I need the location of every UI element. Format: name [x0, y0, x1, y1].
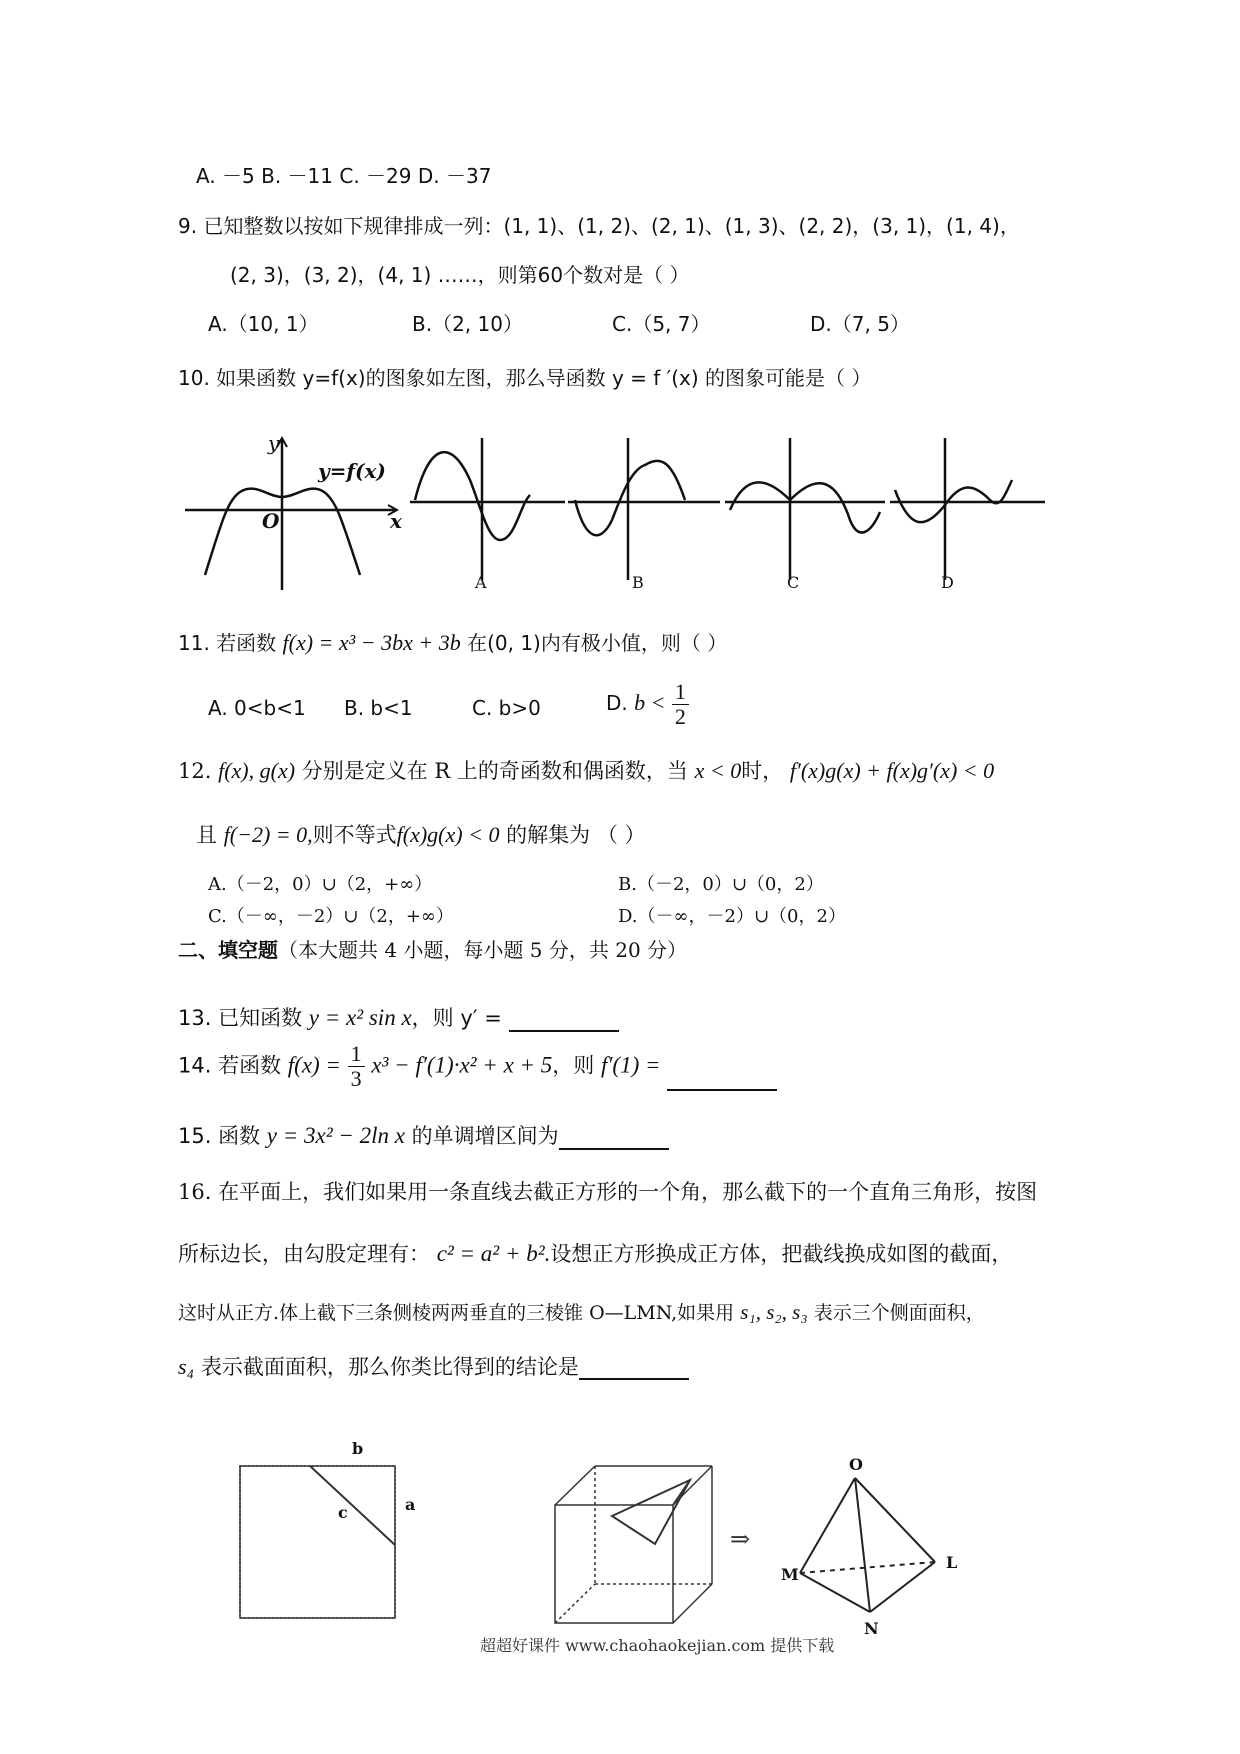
edge-ln [870, 1562, 935, 1612]
q9-option-d: D.（7, 5） [810, 312, 910, 336]
square-cut-line [310, 1466, 395, 1545]
q12-line2-mid: 则不等式 [312, 823, 397, 847]
q12-option-d: D.（－∞，－2）∪（0，2） [618, 906, 846, 927]
q12-line2-suffix: 的解集为 （ ） [506, 823, 646, 847]
fx-x-label: x [390, 509, 402, 533]
label-b: b [352, 1439, 364, 1458]
q16-line4-text: 表示截面面积，那么你类比得到的结论是 [200, 1355, 579, 1379]
q12-option-a: A.（－2，0）∪（2，+∞） [208, 874, 433, 895]
fx-curve-label: y=f(x) [318, 459, 386, 483]
q15-suffix: 的单调增区间为 [411, 1124, 559, 1148]
q14-lhs: f(x) = [287, 1052, 341, 1078]
q12-mid: 分别是定义在 R 上的奇函数和偶函数，当 [301, 759, 688, 783]
label-c: c [338, 1503, 348, 1522]
q11-option-b: B. b<1 [344, 696, 413, 720]
graph-d-label: D [941, 573, 954, 592]
q12-line2-cond: f(−2) = 0, [223, 822, 313, 847]
q16-line2-formula: c² = a² + b². [436, 1241, 551, 1266]
fx-y-label: y [268, 431, 280, 455]
graph-a-label: A [475, 573, 487, 592]
q11-option-a: A. 0<b<1 [208, 696, 306, 720]
q9-stem-line1: 9. 已知整数以按如下规律排成一列：(1, 1)、(1, 2)、(2, 1)、(1, 3)、(2, 2)，(3, 1)，(1, 4)， [178, 214, 1020, 238]
q11-formula: f(x) = x³ − 3bx + 3b [282, 630, 461, 655]
q11-option-d-den: 2 [674, 704, 686, 730]
cube-edge-3 [673, 1584, 712, 1623]
q12-when: 时， [741, 759, 784, 783]
square-outline [240, 1466, 395, 1618]
square-outline-top [240, 1466, 395, 1618]
footer-note: 超超好课件 www.chaohaokejian.com 提供下载 [480, 1636, 835, 1655]
label-l: L [946, 1553, 958, 1572]
edge-ol [855, 1478, 935, 1562]
label-a: a [405, 1495, 416, 1514]
q10-stem: 10. 如果函数 y=f(x)的图象如左图，那么导函数 y = f ′(x) 的图象可能是（ ） [178, 366, 872, 390]
label-o: O [849, 1455, 863, 1474]
q11-option-c: C. b>0 [472, 696, 541, 720]
q14-num: 1 [348, 1042, 365, 1067]
fx-origin-label: O [262, 509, 280, 533]
cube-cut-triangle [612, 1480, 690, 1544]
section2-title: 二、填空题 [178, 938, 278, 962]
q12-prefix: 12. [178, 759, 212, 783]
label-n: N [864, 1619, 879, 1638]
square-figure [240, 1466, 395, 1618]
section2-note: （本大题共 4 小题，每小题 5 分，共 20 分） [278, 938, 688, 962]
q12-funcs: f(x), g(x) [218, 758, 296, 783]
q12-cond: x < 0 [694, 758, 742, 783]
q15-formula: y = 3x² − 2ln x [266, 1123, 405, 1148]
cube-edge-1 [555, 1466, 595, 1505]
q16-line3-prefix: 这时从正方.体上截下三条侧棱两两垂直的三棱锥 O—LMN,如果用 [178, 1302, 735, 1324]
q13-prefix: 13. 已知函数 [178, 1006, 303, 1030]
q11-suffix: 在(0, 1)内有极小值，则（ ） [467, 631, 728, 655]
q14-suffix: ，则 [552, 1053, 595, 1078]
q15-prefix: 15. 函数 [178, 1124, 261, 1148]
q12-option-c: C.（－∞，－2）∪（2，+∞） [208, 906, 454, 927]
tetrahedron-figure [800, 1478, 935, 1612]
q14-den: 3 [350, 1066, 362, 1092]
q16-line3-vars: s₁, s₂, s₃ [740, 1300, 808, 1324]
q14-prefix: 14. 若函数 [178, 1053, 282, 1078]
q11-prefix: 11. 若函数 [178, 631, 277, 655]
label-m: M [781, 1565, 799, 1584]
q13-suffix: ，则 y′ = [411, 1006, 502, 1030]
q9-option-a: A.（10, 1） [208, 312, 319, 336]
edge-mn [800, 1573, 870, 1612]
q16-line3-suffix: 表示三个侧面面积， [813, 1302, 985, 1324]
q16-line4-var: s₄ [178, 1354, 195, 1379]
edge-om [800, 1478, 855, 1573]
q12-ineq: f′(x)g(x) + f(x)g′(x) < 0 [789, 758, 995, 783]
q8-options: A. －5 B. －11 C. －29 D. －37 [196, 164, 492, 188]
q16-line1: 16. 在平面上，我们如果用一条直线去截正方形的一个角，那么截下的一个直角三角形，按图 [178, 1180, 1038, 1204]
q9-option-b: B.（2, 10） [412, 312, 523, 336]
q11-option-d-num: 1 [672, 680, 689, 705]
graph-b-label: B [632, 573, 644, 592]
q13-formula: y = x² sin x [308, 1005, 412, 1030]
q11-option-d-lhs: b < [634, 690, 666, 716]
q12-line2-ineq: f(x)g(x) < 0 [396, 822, 500, 847]
cube-figure [555, 1466, 712, 1623]
q9-option-c: C.（5, 7） [612, 312, 711, 336]
implies-arrow: ⇒ [730, 1525, 751, 1553]
q16-line2-prefix: 所标边长，由勾股定理有： [178, 1242, 430, 1266]
graph-c-label: C [787, 573, 800, 592]
cube-hidden-diagonal [555, 1584, 595, 1623]
edge-ml [800, 1562, 935, 1573]
q9-stem-line2: (2, 3)，(3, 2)，(4, 1) ……，则第60个数对是（ ） [230, 263, 690, 287]
q14-rhs: x³ − f′(1)·x² + x + 5 [371, 1052, 553, 1078]
q12-option-b: B.（－2，0）∪（0，2） [618, 874, 824, 895]
q14-ask: f′(1) = [600, 1052, 661, 1078]
q11-option-d-prefix: D. [606, 691, 628, 716]
edge-on [855, 1478, 870, 1612]
q12-line2-prefix: 且 [196, 823, 217, 847]
q16-line2-suffix: 设想正方形换成正方体，把截线换成如图的截面， [550, 1242, 1013, 1266]
